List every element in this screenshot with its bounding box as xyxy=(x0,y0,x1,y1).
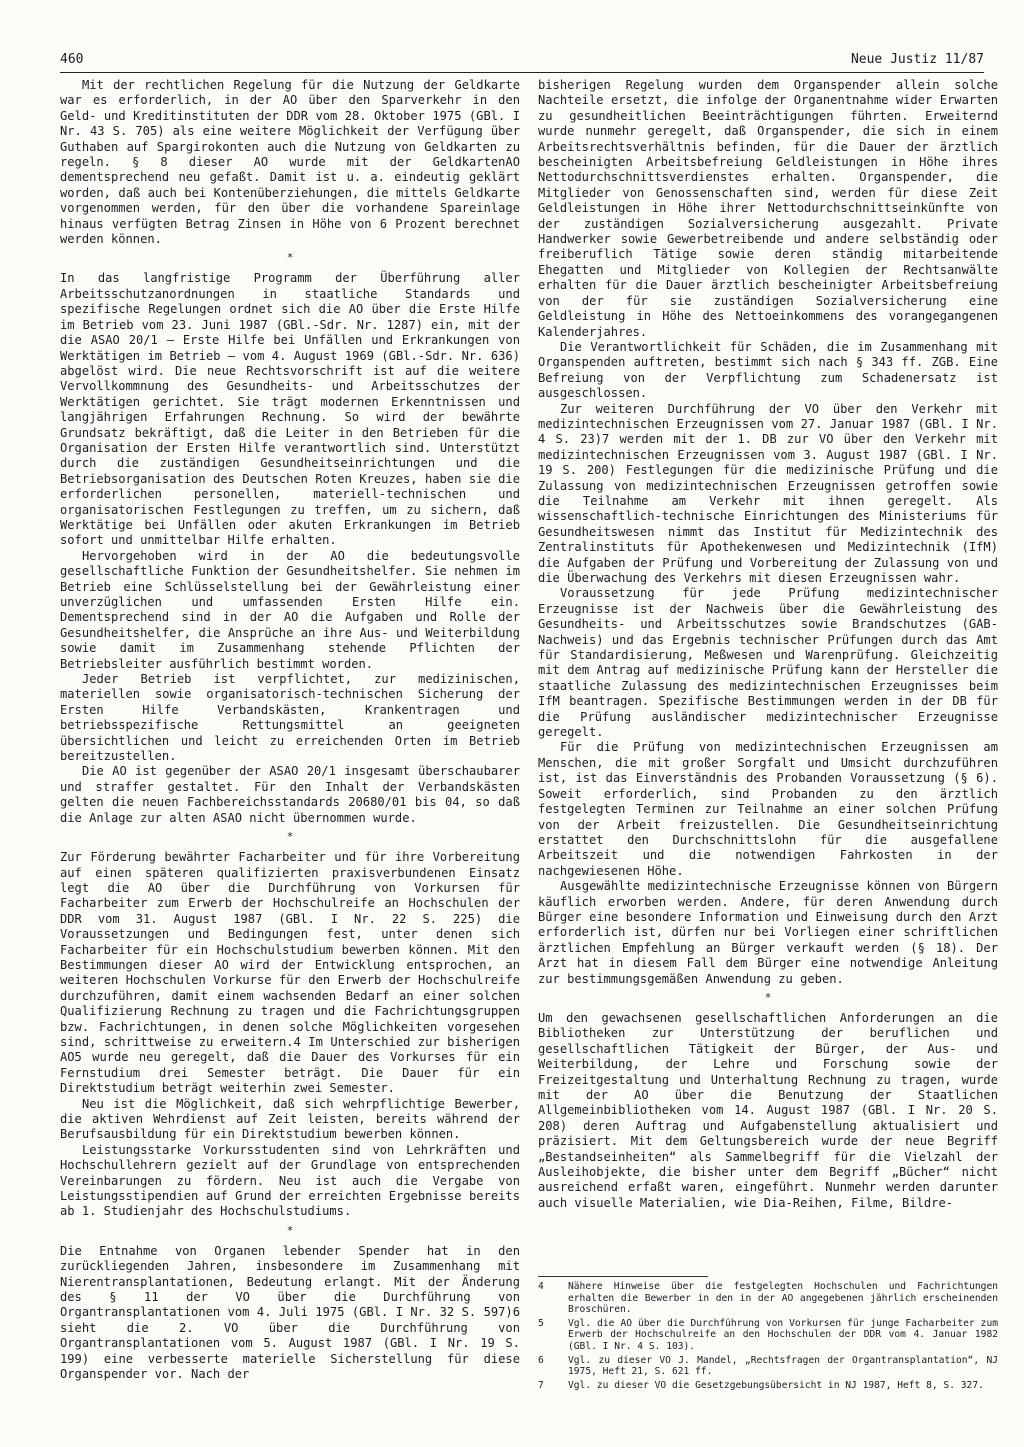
footnote-text: Vgl. die AO über die Durchführung von Vorkursen für junge Facharbeiter zum Erwerb der Hochschulreife an den Hochschulen der DDR vom 4. Januar 1982 (GBl. I Nr. 4 S. 103). xyxy=(568,1317,998,1352)
section-separator: * xyxy=(764,990,772,1004)
paragraph: Ausgewählte medizintechnische Erzeugnisse können von Bürgern käuflich erworben werden. Andere, für deren Anwendung durch Bürger eine besondere Information und Einweisung durch den Arzt erforderlich ist, dürfen nur bei Vorliegen einer schriftlichen ärztlichen Empfehlung an Bürger verkauft werden (§ 18). Der Arzt hat in diesem Fall dem Bürger eine notwendige Anleitung zur bestimmungsgemäßen Anwendung zu geben. xyxy=(538,879,998,986)
paragraph: Voraussetzung für jede Prüfung medizintechnischer Erzeugnisse ist der Nachweis über die Gewährleistung des Gesundheits- und Arbeitsschutzes sowie Brandschutzes (GAB-Nachweis) und das Ergebnis technischer Prüfungen durch das Amt für Standardisierung, Meßwesen und Warenprüfung. Gleichzeitig mit dem Antrag auf medizinische Prüfung kann der Hersteller die staatliche Zulassung des medizintechnischen Erzeugnisses beim IfM beantragen. Spezifische Bestimmungen werden in der DB für die Prüfung ausländischer medizintechnischer Erzeugnisse geregelt. xyxy=(538,586,998,740)
page-number: 460 xyxy=(60,52,84,67)
footnote xyxy=(538,1318,998,1353)
footnote-text: Nähere Hinweise über die festgelegten Hochschulen und Fachrichtungen erhalten die Bewerber in den in der AO angegebenen jährlich erscheinenden Broschüren. xyxy=(568,1281,998,1316)
paragraph: Neu ist die Möglichkeit, daß sich wehrpflichtige Bewerber, die aktiven Wehrdienst auf Zeit leisten, bereits während der Berufsausbildung für ein Direktstudium bewerben können. xyxy=(60,1096,520,1142)
journal-issue: Neue Justiz 11/87 xyxy=(850,52,984,67)
footnote-number: 7 xyxy=(538,1379,544,1391)
paragraph: Zur Förderung bewährter Facharbeiter und für ihre Vorbereitung auf einen späteren qualifizierten praxisverbundenen Einsatz legt die AO über die Durchführung von Vorkursen für Facharbeiter zum Erwerb der Hochschulreife an Hochschulen der DDR vom 31. August 1987 (GBl. I Nr. 22 S. 225) die Voraussetzungen und Bedingungen fest, unter denen sich Facharbeiter für ein Hochschulstudium bewerben können. Mit den Bestimmungen dieser AO wird der Entwicklung entsprochen, an weiteren Hochschulen Vorkurse für den Erwerb der Hochschulreife durchzuführen, damit einem wachsenden Bedarf an einer solchen Qualifizierung Rechnung zu tragen und die Fachrichtungsgruppen bzw. Fachrichtungen, in denen solche Möglichkeiten vorgesehen sind, schrittweise zu erweitern.4 Im Unterschied zur bisherigen AO5 wurde neu geregelt, daß die Dauer des Vorkurses für ein Fernstudium drei Semester beträgt. Die Dauer für ein Direktstudium beträgt weiterhin zwei Semester. xyxy=(60,850,520,1096)
footnote-number: 5 xyxy=(538,1317,544,1329)
footnote xyxy=(538,1380,998,1392)
footnote xyxy=(538,1281,998,1316)
paragraph: Jeder Betrieb ist verpflichtet, zur medizinischen, materiellen sowie organisatorisch-technischen Sicherung der Ersten Hilfe Verbandskästen, Krankentragen und betriebsspezifische Rettungsmittel an geeigneten übersichtlichen und leicht zu erreichenden Orten im Betrieb bereitzustellen. xyxy=(60,672,520,764)
footnote-number: 6 xyxy=(538,1354,544,1366)
paragraph: Um den gewachsenen gesellschaftlichen Anforderungen an die Bibliotheken zur Unterstützung der beruflichen und gesellschaftlichen Tätigkeit der Bürger, der Aus- und Weiterbildung, der Lehre und Forschung sowie der Freizeitgestaltung und Unterhaltung Rechnung zu tragen, wurde mit der AO über die Benutzung der Staatlichen Allgemeinbibliotheken vom 14. August 1987 (GBl. I Nr. 20 S. 208) deren Auftrag und Aufgabenstellung aktualisiert und präzisiert. Mit dem Geltungsbereich wurde der neue Begriff „Bestandseinheiten“ als Sammelbegriff für die Vielzahl der Ausleihobjekte, die bisher unter dem Begriff „Bücher“ nicht ausreichend erfaßt waren, eingeführt. Nunmehr werden darunter auch visuelle Materialien, wie Dia-Reihen, Filme, Bildre- xyxy=(538,1010,998,1210)
footnote xyxy=(538,1355,998,1378)
paragraph: Für die Prüfung von medizintechnischen Erzeugnissen am Menschen, die mit großer Sorgfalt und Umsicht durchzuführen ist, ist das Einverständnis des Probanden Voraussetzung (§ 6). Soweit erforderlich, sind Probanden zu den ärztlich festgelegten Terminen zur Teilnahme an einer solchen Prüfung von der Arbeit freizustellen. Die Gesundheitseinrichtung erstattet den Durchschnittslohn für die ausgefallene Arbeitszeit und die notwendigen Fahrkosten in der nachgewiesenen Höhe. xyxy=(538,740,998,878)
left-column xyxy=(60,78,520,1383)
paragraph: Leistungsstarke Vorkursstudenten sind von Lehrkräften und Hochschullehrern gezielt auf der Grundlage von entsprechenden Vereinbarungen zu fördern. Neu ist auch die Vergabe von Leistungsstipendien auf Grund der erreichten Ergebnisse bereits ab 1. Studienjahr des Hochschulstudiums. xyxy=(60,1142,520,1219)
page-header xyxy=(60,50,984,73)
paragraph: Zur weiteren Durchführung der VO über den Verkehr mit medizintechnischen Erzeugnissen vom 27. Januar 1987 (GBl. I Nr. 4 S. 23)7 werden mit der 1. DB zur VO über den Verkehr mit medizintechnischen Erzeugnissen vom 3. August 1987 (GBl. I Nr. 19 S. 200) Festlegungen für die medizinische Prüfung und die Zulassung von medizintechnischen Erzeugnissen getroffen sowie die Teilnahme am Verkehr mit ihnen geregelt. Als wissenschaftlich-technische Einrichtungen des Ministeriums für Gesundheitswesen nimmt das Institut für Medizintechnik des Zentralinstituts für Apothekenwesen und Medizintechnik (IfM) die Aufgaben der Prüfung und Vorbereitung der Zulassung von und die Überwachung des Verkehrs mit diesen Erzeugnissen wahr. xyxy=(538,401,998,585)
paragraph: Die Verantwortlichkeit für Schäden, die im Zusammenhang mit Organspenden auftreten, bestimmt sich nach § 343 ff. ZGB. Eine Befreiung von der Verpflichtung zum Schadenersatz ist ausgeschlossen. xyxy=(538,339,998,401)
paragraph: Hervorgehoben wird in der AO die bedeutungsvolle gesellschaftliche Funktion der Gesundheitshelfer. Sie nehmen im Betrieb eine Schlüsselstellung bei der Gewährleistung einer unverzüglichen und umfassenden Ersten Hilfe ein. Dementsprechend sind in der AO die Aufgaben und Rolle der Gesundheitshelfer, die Ansprüche an ihre Aus- und Weiterbildung sowie damit im Zusammenhang stehende Pflichten der Betriebsleiter ausführlich bestimmt worden. xyxy=(60,548,520,671)
section-separator: * xyxy=(286,830,294,844)
footnote-text: Vgl. zu dieser VO J. Mandel, „Rechtsfragen der Organtransplantation“, NJ 1975, Heft 21, S. 621 ff. xyxy=(568,1354,998,1378)
paragraph: In das langfristige Programm der Überführung aller Arbeitsschutzanordnungen in staatliche Standards und spezifische Regelungen ordnet sich die AO über die Erste Hilfe im Betrieb vom 23. Juni 1987 (GBl.-Sdr. Nr. 1287) ein, mit der die ASAO 20/1 — Erste Hilfe bei Unfällen und Erkrankungen von Werktätigen im Betrieb — vom 4. August 1969 (GBl.-Sdr. Nr. 636) abgelöst wird. Die neue Rechtsvorschrift ist auf die weitere Vervollkommnung des Gesundheits- und Arbeitsschutzes der Werktätigen gerichtet. Sie trägt modernen Erkenntnissen und langjährigen Erfahrungen Rechnung. So wird der bewährte Grundsatz bekräftigt, daß die Leiter in den Betrieben für die Organisation der Ersten Hilfe verantwortlich sind. Unterstützt durch die zuständigen Gesundheitseinrichtungen und die Betriebsorganisation des Deutschen Roten Kreuzes, haben sie die erforderlichen personellen, materiell-technischen und organisatorischen Festlegungen zu treffen, um zu sichern, daß Werktätige bei Unfällen oder akuten Erkrankungen im Betrieb sofort und unmittelbar Hilfe erhalten. xyxy=(60,271,520,548)
section-separator: * xyxy=(286,1223,294,1237)
section-separator: * xyxy=(286,251,294,265)
right-column xyxy=(538,78,998,1210)
footnote-text: Vgl. zu dieser VO die Gesetzgebungsübersicht in NJ 1987, Heft 8, S. 327. xyxy=(568,1379,984,1391)
paragraph: Mit der rechtlichen Regelung für die Nutzung der Geldkarte war es erforderlich, in der AO über den Sparverkehr in den Geld- und Kreditinstituten der DDR vom 28. Oktober 1975 (GBl. I Nr. 43 S. 705) als eine weitere Möglichkeit der Verfügung über Guthaben auf Spargirokonten auch die Nutzung von Geldkarten zu regeln. § 8 dieser AO wurde mit der GeldkartenAO dementsprechend neu gefaßt. Damit ist u. a. eindeutig geklärt worden, daß auch bei Kontenüberziehungen, die mittels Geldkarte vorgenommen werden, für den über die vorhandene Spareinlage hinaus verfügten Betrag Zinsen in Höhe von 6 Prozent berechnet werden können. xyxy=(60,78,520,247)
paragraph: Die AO ist gegenüber der ASAO 20/1 insgesamt überschaubarer und straffer gestaltet. Für den Inhalt der Verbandskästen gelten die neuen Fachbereichsstandards 20680/01 bis 04, so daß die Anlage zur alten ASAO nicht übernommen wurde. xyxy=(60,764,520,825)
footnote-number: 4 xyxy=(538,1281,544,1292)
paragraph: bisherigen Regelung wurden dem Organspender allein solche Nachteile ersetzt, die infolge der Organentnahme wider Erwarten zu gesundheitlichen Beeinträchtigungen führten. Erweiternd wurde nunmehr geregelt, daß Organspender, die sich in einem Arbeitsrechtsverhältnis befinden, für die Dauer der ärztlich bescheinigten Arbeitsbefreiung Geldleistungen in Höhe ihres Nettodurchschnittsverdienstes erhalten. Organspender, die Mitglieder von Genossenschaften sind, werden für diese Zeit Geldleistungen in Höhe ihrer Nettodurchschnittseinkünfte von der zuständigen Sozialversicherung ausgezahlt. Private Handwerker sowie Gewerbetreibende und andere selbständig oder freiberuflich Tätige sowie deren ständig mitarbeitende Ehegatten und Mitglieder von Kollegien der Rechtsanwälte erhalten für die Dauer ärztlich bescheinigter Arbeitsbefreiung von der für sie zuständigen Sozialversicherung eine Geldleistung in Höhe des Nettoeinkommens des vorangegangenen Kalenderjahres. xyxy=(538,78,998,339)
footnotes xyxy=(538,1276,998,1393)
footnote-rule xyxy=(538,1276,708,1277)
paragraph: Die Entnahme von Organen lebender Spender hat in den zurückliegenden Jahren, insbesondere im Zusammenhang mit Nierentransplantationen, Bedeutung erlangt. Mit der Änderung des § 11 der VO über die Durchführung von Organtransplantationen vom 4. Juli 1975 (GBl. I Nr. 32 S. 597)6 sieht die 2. VO über die Durchführung von Organtransplantationen vom 5. August 1987 (GBl. I Nr. 19 S. 199) eine verbesserte materielle Sicherstellung für diese Organspender vor. Nach der xyxy=(60,1243,520,1382)
